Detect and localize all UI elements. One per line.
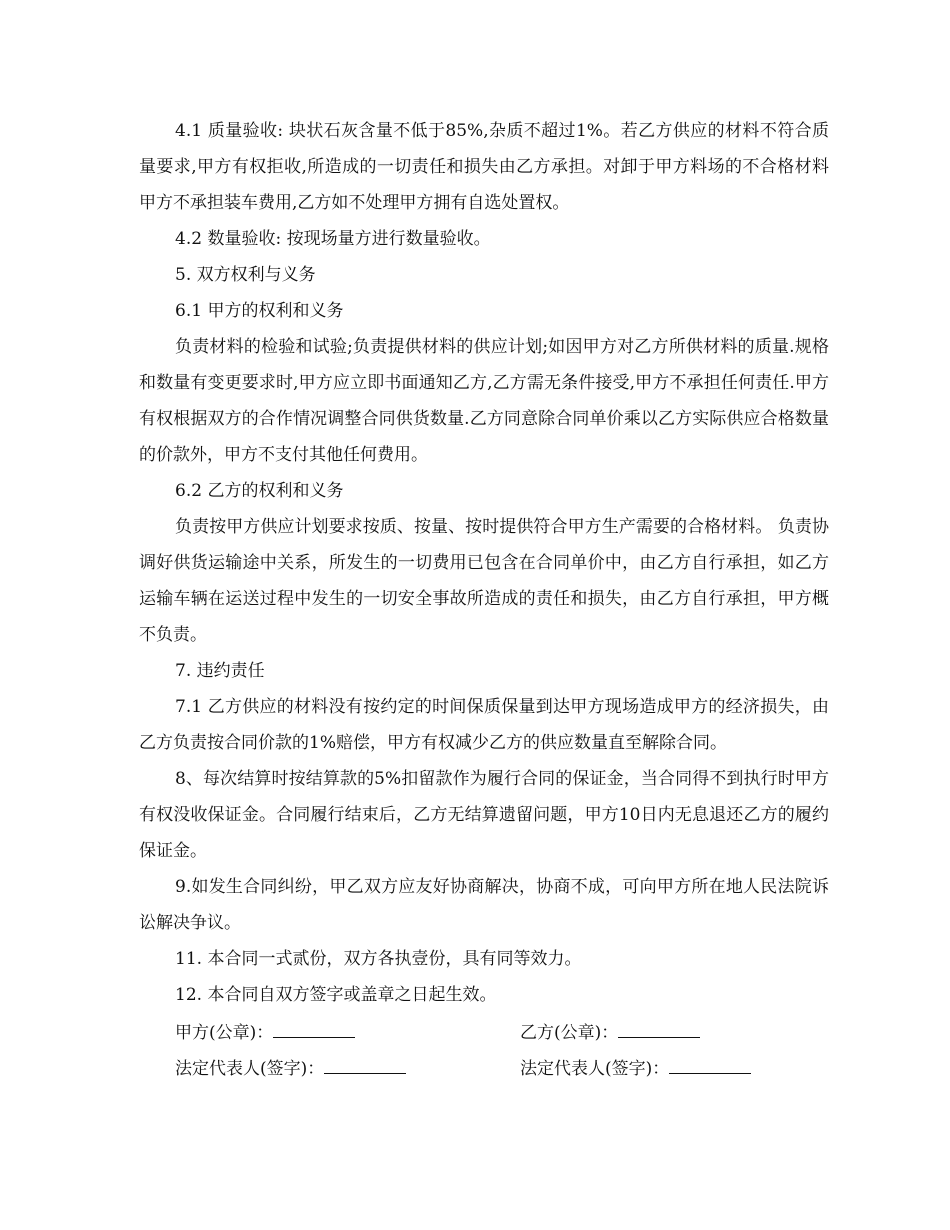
- clause-4-2-quantity-acceptance: 4.2 数量验收: 按现场量方进行数量验收。: [175, 229, 491, 249]
- party-b-rep-blank: [669, 1049, 751, 1074]
- clause-6-1-body: 负责材料的检验和试验;负责提供材料的供应计划;如因甲方对乙方所供材料的质量.规格和数量有变更要求时,甲方应立即书面通知乙方,乙方需无条件接受,甲方不承担任何责任.甲方有权根据双方的合作情况调整合同供货数量.乙方同意除合同单价乘以乙方实际供应合格数量的价款外，甲方不支付其他任何费用。: [139, 337, 829, 465]
- party-a-seal-field: [175, 1013, 355, 1051]
- clause-6-1-heading: 6.1 甲方的权利和义务: [175, 301, 344, 321]
- party-a-seal-blank: [273, 1013, 355, 1038]
- party-b-rep-label: 法定代表人(签字)：: [520, 1059, 670, 1079]
- contract-body: [139, 113, 829, 1085]
- section-7-heading: 7. 违约责任: [175, 661, 265, 681]
- clause-6-2-body: 负责按甲方供应计划要求按质、按量、按时提供符合甲方生产需要的合格材料。 负责协调好供货运输途中关系，所发生的一切费用已包含在合同单价中，由乙方自行承担，如乙方运输车辆在运送过程中发生的一切安全事故所造成的责任和损失，由乙方自行承担，甲方概不负责。: [139, 517, 829, 645]
- party-b-rep-field: [520, 1049, 751, 1087]
- representative-signature-row: [139, 1049, 829, 1085]
- clause-12-body: 12. 本合同自双方签字或盖章之日起生效。: [175, 985, 497, 1005]
- clause-6-2-heading: 6.2 乙方的权利和义务: [175, 481, 344, 501]
- seal-signature-row: [139, 1013, 829, 1049]
- clause-7-1-body: 7.1 乙方供应的材料没有按约定的时间保质保量到达甲方现场造成甲方的经济损失，由乙方负责按合同价款的1%赔偿，甲方有权减少乙方的供应数量直至解除合同。: [139, 697, 829, 753]
- party-b-seal-field: [520, 1013, 700, 1051]
- party-b-seal-blank: [618, 1013, 700, 1038]
- section-5-heading: 5. 双方权利与义务: [175, 265, 316, 285]
- clause-8-body: 8、每次结算时按结算款的5%扣留款作为履行合同的保证金，当合同得不到执行时甲方有权没收保证金。合同履行结束后，乙方无结算遗留问题，甲方10日内无息退还乙方的履约保证金。: [139, 769, 829, 861]
- party-a-seal-label: 甲方(公章)：: [175, 1023, 274, 1043]
- party-a-rep-label: 法定代表人(签字)：: [175, 1059, 325, 1079]
- party-b-seal-label: 乙方(公章)：: [520, 1023, 619, 1043]
- clause-4-1-quality-acceptance: 4.1 质量验收: 块状石灰含量不低于85%,杂质不超过1%。若乙方供应的材料不符合质量要求,甲方有权拒收,所造成的一切责任和损失由乙方承担。对卸于甲方料场的不合格材料甲方不承担装车费用,乙方如不处理甲方拥有自选处置权。: [139, 121, 829, 213]
- party-a-rep-field: [175, 1049, 406, 1087]
- clause-9-body: 9.如发生合同纠纷，甲乙双方应友好协商解决，协商不成，可向甲方所在地人民法院诉讼解决争议。: [139, 877, 829, 933]
- party-a-rep-blank: [324, 1049, 406, 1074]
- clause-11-body: 11. 本合同一式贰份，双方各执壹份，具有同等效力。: [175, 949, 582, 969]
